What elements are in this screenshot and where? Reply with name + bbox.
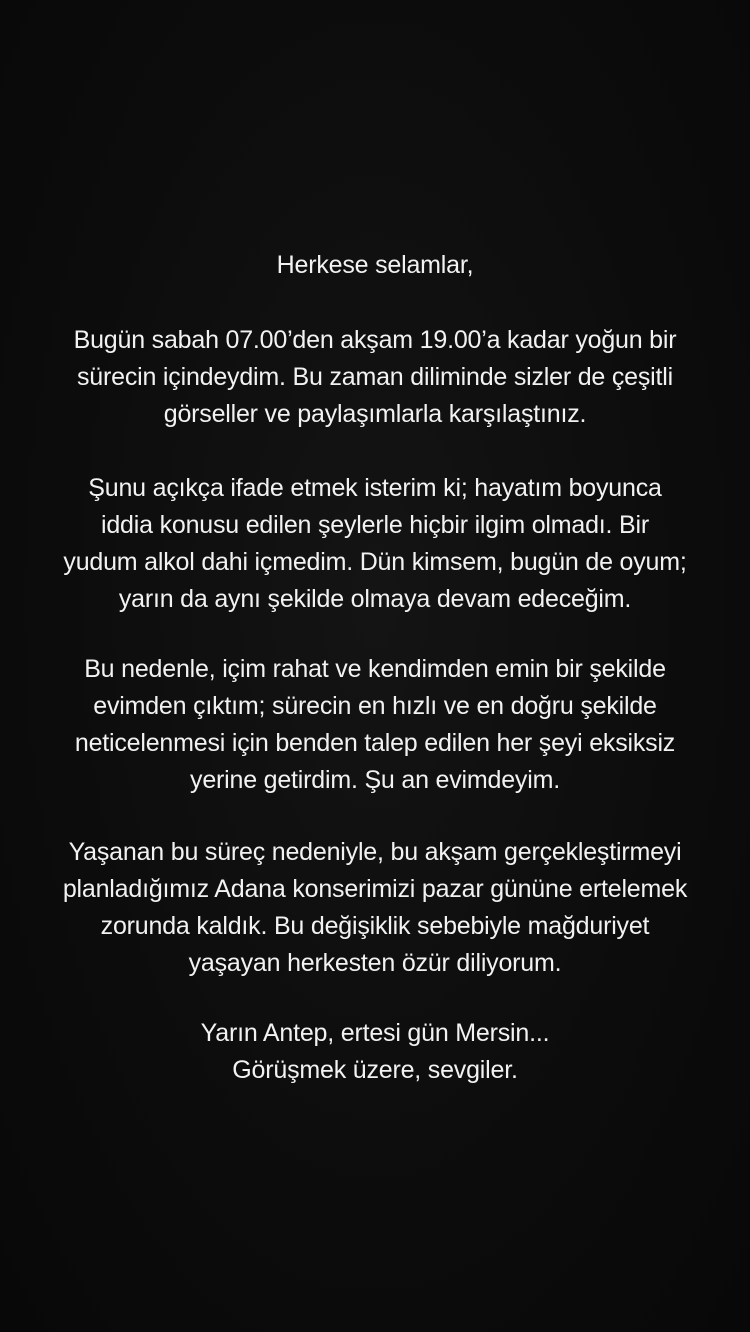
text-line: iddia konusu edilen şeylerle hiçbir ilgim olmadı. Bir: [101, 511, 649, 539]
text-line: Görüşmek üzere, sevgiler.: [232, 1056, 518, 1084]
paragraph-home: [0, 651, 750, 799]
paragraph-process: [0, 322, 750, 433]
text-line: zorunda kaldık. Bu değişiklik sebebiyle mağduriyet: [100, 912, 650, 940]
greeting-line: Herkese selamlar,: [276, 251, 474, 279]
text-line: yarın da aynı şekilde olmaya devam edeceğim.: [118, 585, 632, 613]
text-line: Şunu açıkça ifade etmek isterim ki; hayatım boyunca: [88, 474, 662, 502]
text-line: Bu nedenle, içim rahat ve kendimden emin bir şekilde: [84, 655, 666, 683]
text-line: görseller ve paylaşımlarla karşılaştınız.: [163, 400, 587, 428]
paragraph-statement: [0, 470, 750, 618]
greeting-paragraph: [0, 247, 750, 284]
text-line: Yaşanan bu süreç nedeniyle, bu akşam gerçekleştirmeyi: [68, 838, 682, 866]
text-line: yaşayan herkesten özür diliyorum.: [188, 949, 562, 977]
paragraph-concert: [0, 834, 750, 982]
text-line: yerine getirdim. Şu an evimdeyim.: [190, 766, 560, 794]
text-line: neticelenmesi için benden talep edilen her şeyi eksiksiz: [74, 729, 676, 757]
text-line: Bugün sabah 07.00’den akşam 19.00’a kadar yoğun bir: [73, 326, 677, 354]
text-line: yudum alkol dahi içmedim. Dün kimsem, bugün de oyum;: [63, 548, 687, 576]
text-line: planladığımız Adana konserimizi pazar gününe ertelemek: [62, 875, 688, 903]
text-line: evimden çıktım; sürecin en hızlı ve en doğru şekilde: [93, 692, 657, 720]
text-line: Yarın Antep, ertesi gün Mersin...: [200, 1019, 550, 1047]
paragraph-closing: [0, 1015, 750, 1089]
text-line: sürecin içindeydim. Bu zaman diliminde sizler de çeşitli: [77, 363, 673, 391]
